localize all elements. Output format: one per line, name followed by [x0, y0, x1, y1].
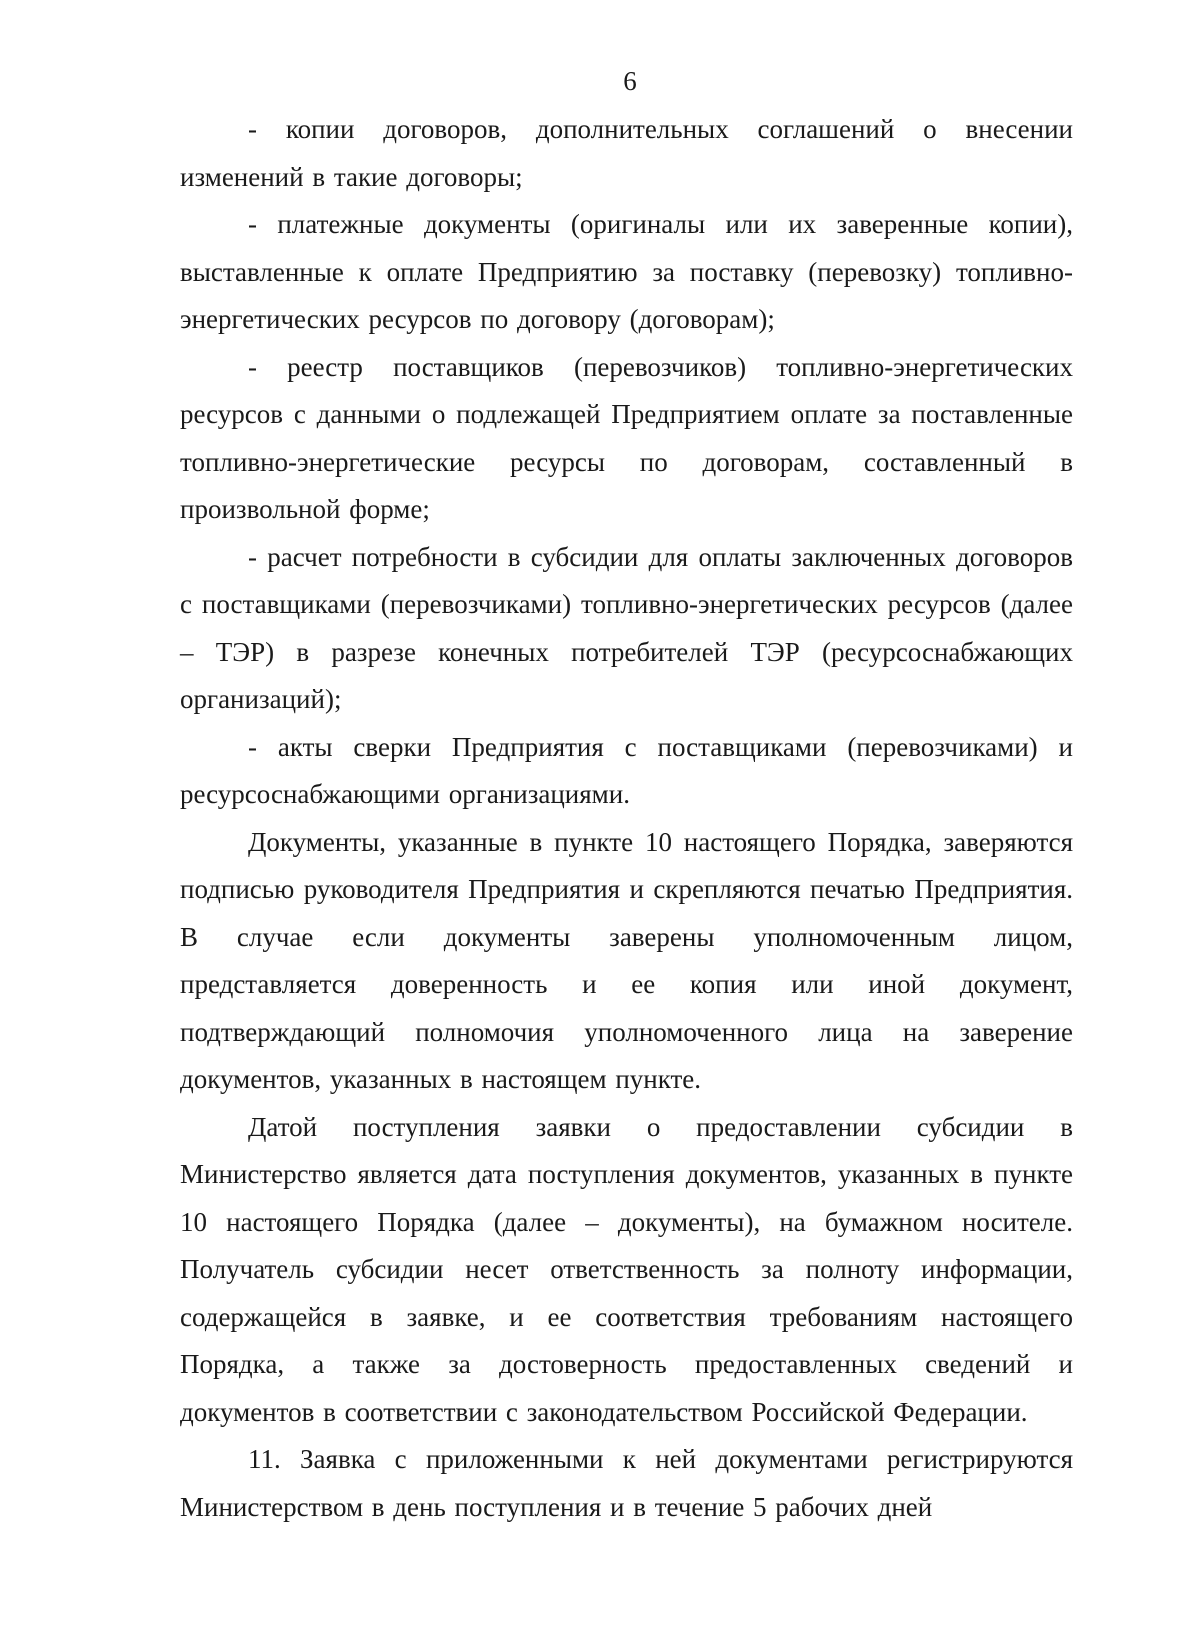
paragraph-item-11: 11. Заявка с приложенными к ней документами регистрируются Министерством в день поступления и в течение 5 рабочих дней: [180, 1444, 1073, 1522]
list-item-supplier-register: - реестр поставщиков (перевозчиков) топливно-энергетических ресурсов с данными о подлежащей Предприятием оплате за поставленные топливно-энергетические ресурсы по договорам, составленный в произвольной форме;: [180, 351, 1073, 524]
document-body: [180, 106, 1073, 1531]
list-item-contract-copies: - копии договоров, дополнительных соглашений о внесении изменений в такие договоры;: [180, 114, 1073, 192]
list-item-subsidy-calculation: - расчет потребности в субсидии для оплаты заключенных договоров с поставщиками (перевозчиками) топливно-энергетических ресурсов (далее – ТЭР) в разрезе конечных потребителей ТЭР (ресурсоснабжающих организаций);: [180, 541, 1073, 714]
paragraph-application-date: Датой поступления заявки о предоставлении субсидии в Министерство является дата поступления документов, указанных в пункте 10 настоящего Порядка (далее – документы), на бумажном носителе. Получатель субсидии несет ответственность за полноту информации, содержащейся в заявке, и ее соответствия требованиям настоящего Порядка, а также за достоверность предоставленных сведений и документов в соответствии с законодательством Российской Федерации.: [180, 1111, 1073, 1427]
page-number: 6: [623, 66, 637, 96]
paragraph-certification: Документы, указанные в пункте 10 настоящего Порядка, заверяются подписью руководителя Предприятия и скрепляются печатью Предприятия. В случае если документы заверены уполномоченным лицом, представляется доверенность и ее копия или иной документ, подтверждающий полномочия уполномоченного лица на заверение документов, указанных в настоящем пункте.: [180, 826, 1073, 1094]
list-item-reconciliation-acts: - акты сверки Предприятия с поставщиками (перевозчиками) и ресурсоснабжающими организациями.: [180, 731, 1073, 809]
list-item-payment-documents: - платежные документы (оригиналы или их заверенные копии), выставленные к оплате Предприятию за поставку (перевозку) топливно-энергетических ресурсов по договору (договорам);: [180, 209, 1073, 334]
